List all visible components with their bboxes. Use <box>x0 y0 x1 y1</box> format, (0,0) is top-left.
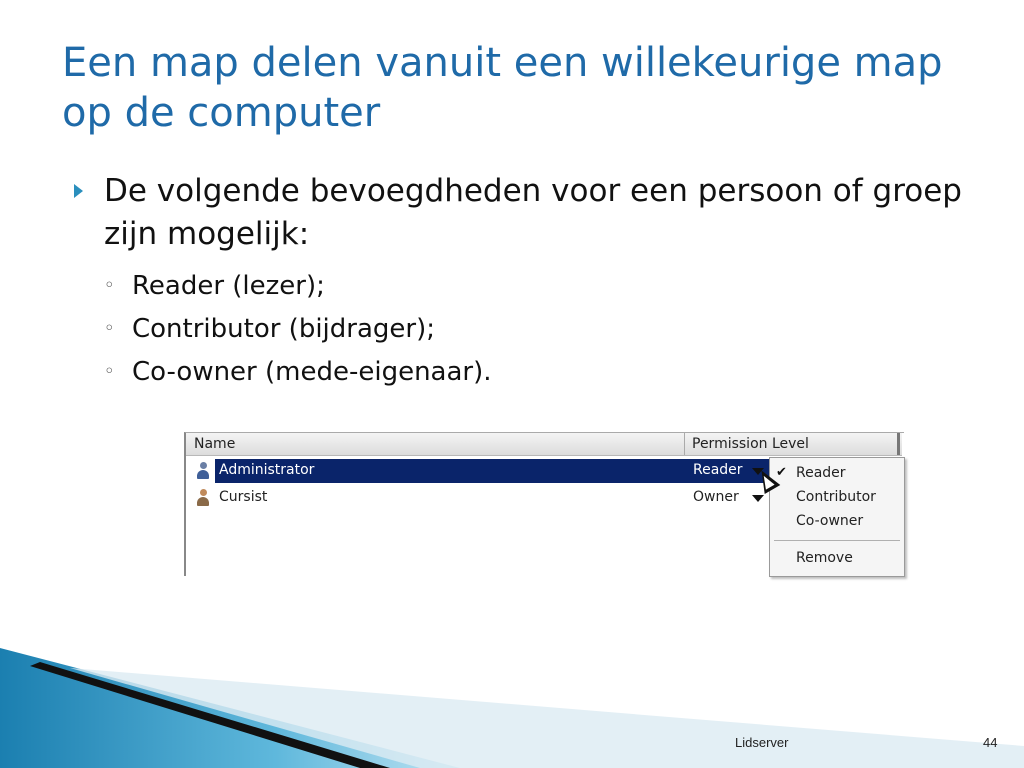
permission-value[interactable]: Reader <box>693 462 743 478</box>
main-bullet-text: De volgende bevoegdheden voor een persoon of groep zijn mogelijk: <box>104 173 962 252</box>
menu-item-reader[interactable]: Reader <box>796 465 846 481</box>
permissions-panel <box>184 432 904 576</box>
circle-bullet-icon: ◦ <box>104 275 115 296</box>
name-column-header[interactable]: Name <box>194 436 236 452</box>
header-edge <box>897 433 900 455</box>
column-divider[interactable] <box>684 433 685 455</box>
check-icon: ✔ <box>776 465 787 480</box>
page-number: 44 <box>983 735 998 750</box>
user-name: Cursist <box>219 489 268 505</box>
user-icon <box>196 462 210 480</box>
footer-decoration <box>0 640 1024 768</box>
menu-item-co-owner[interactable]: Co-owner <box>796 513 864 529</box>
user-icon <box>196 489 210 507</box>
slide-title: Een map delen vanuit een willekeurige map op de computer <box>62 40 943 136</box>
sub-item-text: Reader (lezer); <box>132 271 325 301</box>
dropdown-arrow-icon[interactable] <box>752 495 764 502</box>
footer-label: Lidserver <box>735 735 789 750</box>
column-header <box>186 433 902 456</box>
menu-item-remove[interactable]: Remove <box>796 550 853 566</box>
sub-item-text: Co-owner (mede-eigenaar). <box>132 357 492 387</box>
user-name: Administrator <box>219 462 315 478</box>
permission-value[interactable]: Owner <box>693 489 739 505</box>
circle-bullet-icon: ◦ <box>104 318 115 339</box>
menu-item-contributor[interactable]: Contributor <box>796 489 876 505</box>
permission-menu <box>769 457 905 577</box>
sub-item-text: Contributor (bijdrager); <box>132 314 435 344</box>
bullet-arrow-icon <box>74 184 83 198</box>
menu-separator <box>774 540 900 541</box>
circle-bullet-icon: ◦ <box>104 361 115 382</box>
permission-column-header[interactable]: Permission Level <box>692 436 809 452</box>
